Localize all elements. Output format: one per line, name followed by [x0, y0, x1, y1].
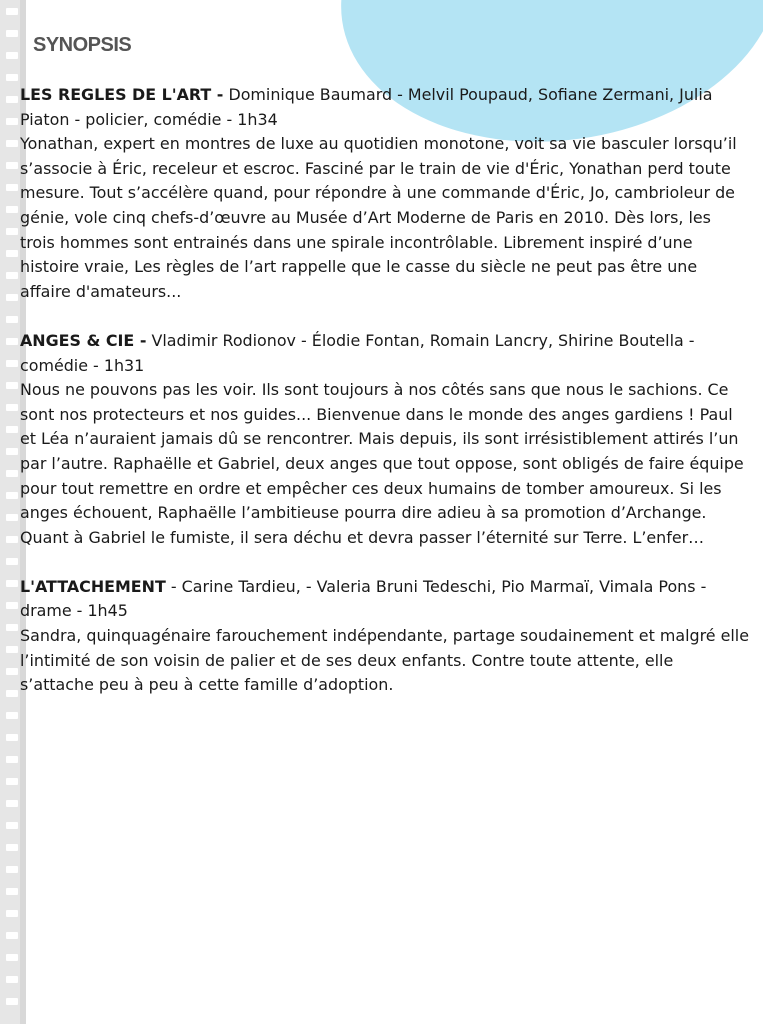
film-entry-anges-et-cie: [20, 329, 750, 550]
film-strip-hole: [6, 844, 18, 851]
film-strip-hole: [6, 536, 18, 543]
film-strip-hole: [6, 822, 18, 829]
film-strip-hole: [6, 976, 18, 983]
film-title: LES REGLES DE L'ART -: [20, 85, 224, 104]
film-synopsis: Yonathan, expert en montres de luxe au quotidien monotone, voit sa vie basculer lorsqu’il s’associe à Éric, receleur et escroc. Fasciné par le train de vie d'Éric, Yonathan perd toute mesure. Tout s’accélère quand, pour répondre à une commande d'Éric, Jo, cambrioleur de génie, vole cinq chefs-d’œuvre au Musée d’Art Moderne de Paris en 2010. Dès lors, les trois hommes sont entrainés dans une spirale incontrôlable. Librement inspiré d’une histoire vraie, Les règles de l’art rappelle que le casse du siècle ne peut pas être une affaire d'amateurs...: [20, 134, 737, 301]
film-strip-hole: [6, 668, 18, 675]
film-strip-hole: [6, 404, 18, 411]
film-strip-hole: [6, 140, 18, 147]
film-strip-hole: [6, 30, 18, 37]
film-strip-hole: [6, 8, 18, 15]
film-strip-hole: [6, 360, 18, 367]
film-entry-l-attachement: [20, 575, 750, 698]
film-strip-hole: [6, 162, 18, 169]
film-strip-hole: [6, 470, 18, 477]
film-header: [20, 329, 750, 378]
film-strip-hole: [6, 756, 18, 763]
film-strip-hole: [6, 910, 18, 917]
film-strip-hole: [6, 426, 18, 433]
film-strip-hole: [6, 74, 18, 81]
film-strip-hole: [6, 514, 18, 521]
film-strip-hole: [6, 602, 18, 609]
film-title: ANGES & CIE -: [20, 330, 147, 350]
film-credits: Vladimir Rodionov - Élodie Fontan, Romain Lancry, Shirine Boutella - comédie - 1h31: [20, 330, 695, 375]
film-strip-hole: [6, 338, 18, 345]
film-strip-hole: [6, 800, 18, 807]
film-strip-hole: [6, 778, 18, 785]
film-header: [20, 575, 750, 624]
film-strip-hole: [6, 118, 18, 125]
film-strip-hole: [6, 228, 18, 235]
film-strip-hole: [6, 866, 18, 873]
film-strip-hole: [6, 250, 18, 257]
film-strip-hole: [6, 624, 18, 631]
film-strip-hole: [6, 206, 18, 213]
film-strip-hole: [6, 316, 18, 323]
film-strip-hole: [6, 294, 18, 301]
film-strip-hole: [6, 734, 18, 741]
film-strip-hole: [6, 932, 18, 939]
film-strip-hole: [6, 272, 18, 279]
film-strip-hole: [6, 52, 18, 59]
film-synopsis: Sandra, quinquagénaire farouchement indépendante, partage soudainement et malgré elle l’intimité de son voisin de palier et de ses deux enfants. Contre toute attente, elle s’attache peu à peu à cette famille d’adoption.: [20, 626, 749, 695]
film-strip-hole: [6, 646, 18, 653]
film-strip-hole: [6, 184, 18, 191]
film-strip-hole: [6, 382, 18, 389]
film-credits: Dominique Baumard - Melvil Poupaud, Sofiane Zermani, Julia Piaton - policier, comédie - 1h34: [20, 85, 713, 129]
film-strip-hole: [6, 954, 18, 961]
film-strip-hole: [6, 712, 18, 719]
film-strip-hole: [6, 492, 18, 499]
film-strip-hole: [6, 580, 18, 587]
film-header: [20, 83, 750, 132]
film-synopsis: Nous ne pouvons pas les voir. Ils sont toujours à nos côtés sans que nous le sachions. Ce sont nos protecteurs et nos guides... Bienvenue dans le monde des anges gardiens ! Paul et Léa n’auraient jamais dû se rencontrer. Mais depuis, ils sont irrésistiblement attirés l’un par l’autre. Raphaëlle et Gabriel, deux anges que tout oppose, sont obligés de faire équipe pour tout remettre en ordre et empêcher ces deux humains de tomber amoureux. Si les anges échouent, Raphaëlle l’ambitieuse pourra dire adieu à sa promotion d’Archange. Quant à Gabriel le fumiste, il sera déchu et devra passer l’éternité sur Terre. L’enfer…: [20, 380, 744, 547]
film-strip-hole: [6, 448, 18, 455]
film-credits: - Carine Tardieu, - Valeria Bruni Tedeschi, Pio Marmaï, Vimala Pons - drame - 1h45: [20, 576, 707, 621]
film-strip-hole: [6, 998, 18, 1005]
film-strip-hole: [6, 690, 18, 697]
synopsis-list: [20, 83, 750, 722]
film-entry-les-regles-de-l-art: [20, 83, 750, 304]
film-title: L'ATTACHEMENT: [20, 576, 166, 596]
film-strip-hole: [6, 96, 18, 103]
film-strip-hole: [6, 888, 18, 895]
page-heading: SYNOPSIS: [33, 34, 132, 56]
film-strip-hole: [6, 558, 18, 565]
